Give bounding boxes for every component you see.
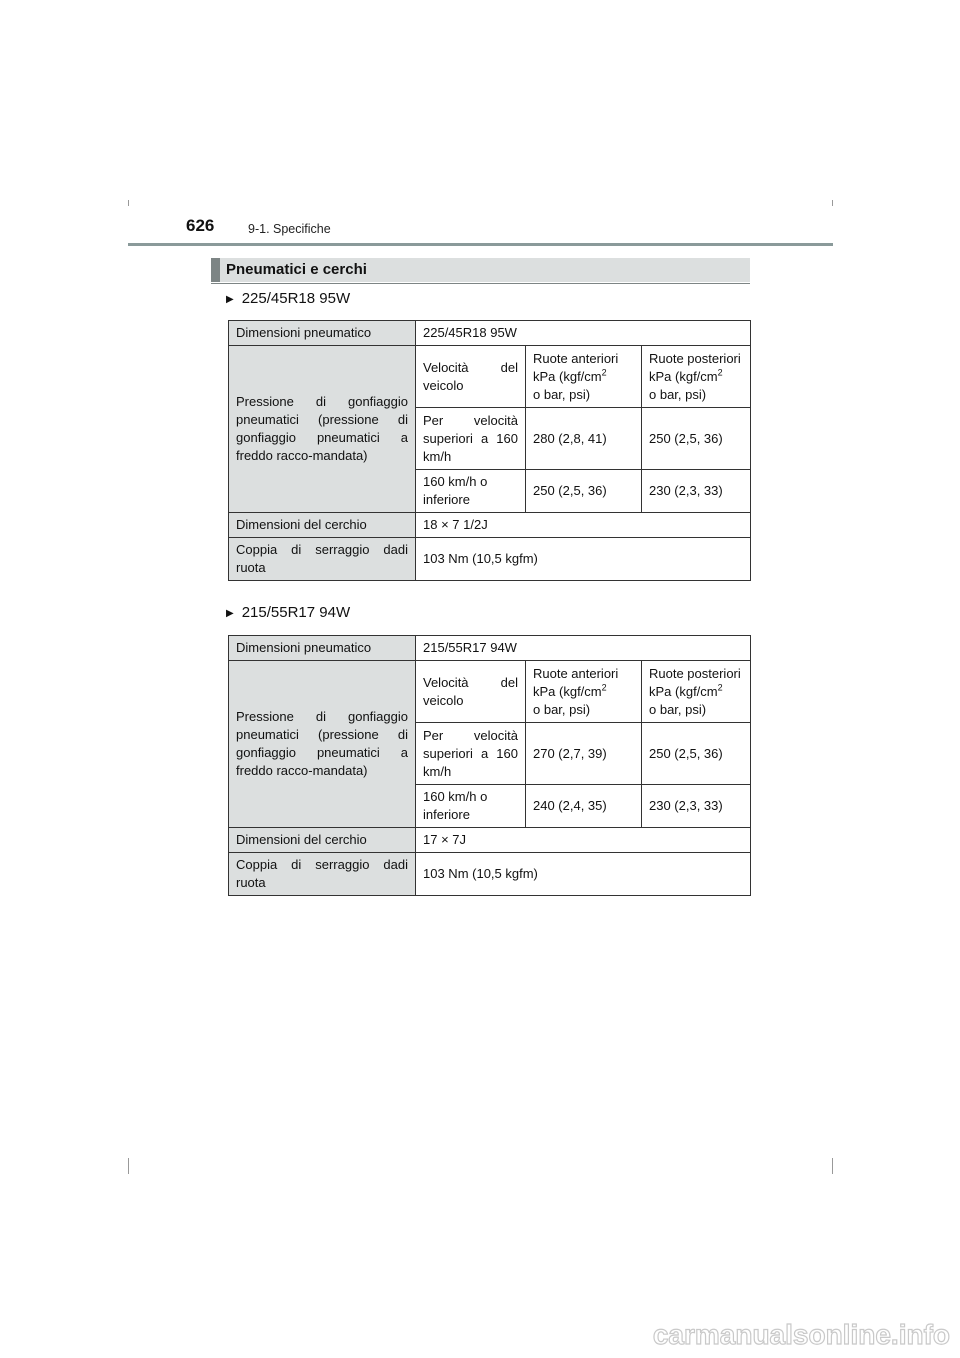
rear-header: Ruote posteriori kPa ($kgf/cm^2$ o bar, psi) <box>642 661 751 723</box>
table-row <box>229 538 751 581</box>
table-row <box>229 321 751 346</box>
torque-label: Coppia di serraggio dadi ruota <box>229 538 416 581</box>
table-row <box>229 346 751 408</box>
pressure-label: Pressione di gonfiaggio pneumatici (pressione di gonfiaggio pneumatici a freddo racco-mandata) <box>229 661 416 828</box>
front-pressure-high: 280 (2,8, 41) <box>526 408 642 470</box>
crop-mark <box>832 1158 833 1174</box>
watermark-logo <box>552 1314 952 1354</box>
subtitle-text: 225/45R18 95W <box>241 290 351 307</box>
pressure-label: Pressione di gonfiaggio pneumatici (pressione di gonfiaggio pneumatici a freddo racco-mandata) <box>229 346 416 513</box>
tire-spec-table-2 <box>228 635 751 896</box>
rim-size-label: Dimensioni del cerchio <box>229 513 416 538</box>
rear-pressure-low: 230 (2,3, 33) <box>642 470 751 513</box>
torque-value: 103 Nm (10,5 kgfm) <box>416 538 751 581</box>
crop-mark <box>128 200 129 206</box>
table-row <box>229 513 751 538</box>
crop-mark <box>832 200 833 206</box>
torque-value: 103 Nm (10,5 kgfm) <box>416 853 751 896</box>
tire-size-value: 225/45R18 95W <box>416 321 751 346</box>
speed-low: 160 km/h o inferiore <box>416 470 526 513</box>
table-row <box>229 636 751 661</box>
subtitle-text: 215/55R17 94W <box>241 604 351 621</box>
page-number: 626 <box>186 216 215 235</box>
rim-size-value: 17 × 7J <box>416 828 751 853</box>
table-row <box>229 661 751 723</box>
triangle-right-icon: ▶ <box>226 294 234 305</box>
subtitle-1 <box>226 290 350 307</box>
speed-header: Velocità del veicolo <box>416 661 526 723</box>
speed-low: 160 km/h o inferiore <box>416 785 526 828</box>
header-rule <box>128 243 833 246</box>
triangle-right-icon: ▶ <box>226 608 234 619</box>
watermark-text: carmanualsonline.info <box>652 1319 950 1350</box>
subtitle-2 <box>226 604 350 621</box>
tire-size-label: Dimensioni pneumatico <box>229 321 416 346</box>
section-reference: 9-1. Specifiche <box>248 222 331 236</box>
rim-size-value: 18 × 7 1/2J <box>416 513 751 538</box>
torque-label: Coppia di serraggio dadi ruota <box>229 853 416 896</box>
section-heading-text: Pneumatici e cerchi <box>226 261 367 278</box>
section-heading <box>211 258 750 282</box>
tire-size-value: 215/55R17 94W <box>416 636 751 661</box>
speed-high: Per velocità superiori a 160 km/h <box>416 408 526 470</box>
crop-mark <box>128 1158 129 1174</box>
speed-header: Velocità del veicolo <box>416 346 526 408</box>
front-header: Ruote anteriori kPa ($kgf/cm^2$ o bar, psi) <box>526 346 642 408</box>
tire-spec-table-1 <box>228 320 751 581</box>
front-pressure-high: 270 (2,7, 39) <box>526 723 642 785</box>
table-row <box>229 828 751 853</box>
rear-pressure-high: 250 (2,5, 36) <box>642 408 751 470</box>
front-pressure-low: 250 (2,5, 36) <box>526 470 642 513</box>
rear-header: Ruote posteriori kPa ($kgf/cm^2$ o bar, psi) <box>642 346 751 408</box>
front-header: Ruote anteriori kPa ($kgf/cm^2$ o bar, psi) <box>526 661 642 723</box>
tire-size-label: Dimensioni pneumatico <box>229 636 416 661</box>
front-pressure-low: 240 (2,4, 35) <box>526 785 642 828</box>
table-row <box>229 853 751 896</box>
speed-high: Per velocità superiori a 160 km/h <box>416 723 526 785</box>
rear-pressure-low: 230 (2,3, 33) <box>642 785 751 828</box>
rim-size-label: Dimensioni del cerchio <box>229 828 416 853</box>
rear-pressure-high: 250 (2,5, 36) <box>642 723 751 785</box>
